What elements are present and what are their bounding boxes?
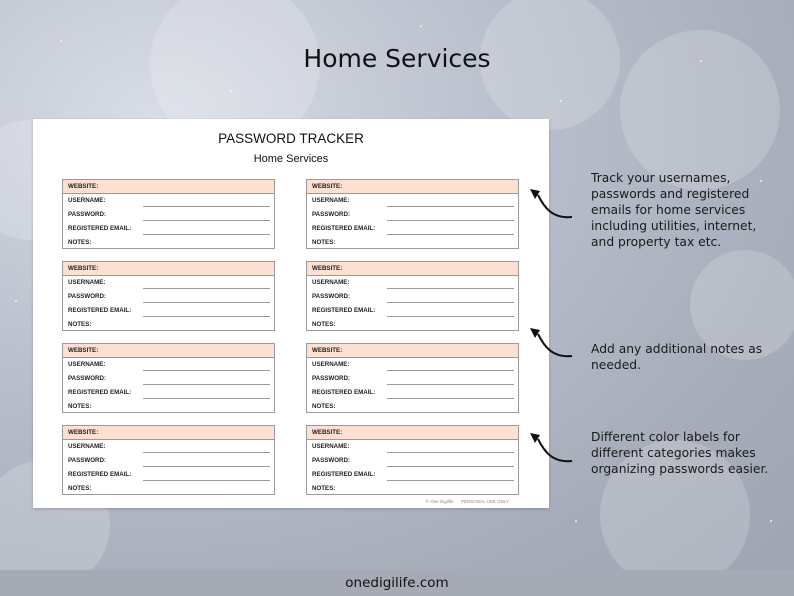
password-entry-card	[306, 261, 519, 331]
callout-track-usernames: Track your usernames, passwords and registered emails for home services including utilities, internet, and property tax etc.	[591, 171, 757, 249]
sheet-title: PASSWORD TRACKER	[218, 131, 364, 146]
field-label: WEBSITE:	[68, 265, 99, 272]
sheet-footer	[426, 499, 509, 504]
field-label: REGISTERED EMAIL:	[312, 389, 376, 396]
write-line	[387, 384, 514, 385]
field-label: WEBSITE:	[312, 183, 343, 190]
field-label: PASSWORD:	[312, 457, 351, 464]
field-label: REGISTERED EMAIL:	[68, 307, 132, 314]
write-line	[387, 398, 514, 399]
field-password	[307, 290, 518, 304]
field-username	[307, 276, 518, 290]
write-line	[387, 316, 514, 317]
field-username	[63, 440, 274, 454]
field-website	[307, 344, 518, 358]
field-label: PASSWORD:	[68, 375, 107, 382]
sheet-footer-note: PERSONAL USE ONLY	[460, 499, 509, 504]
field-password	[307, 372, 518, 386]
field-label: REGISTERED EMAIL:	[68, 225, 132, 232]
write-line	[143, 206, 270, 207]
page-headline: Home Services	[303, 44, 491, 73]
write-line	[143, 452, 270, 453]
sheet-footer-brand: © One Digilife	[425, 499, 454, 504]
field-label: PASSWORD:	[312, 211, 351, 218]
field-password	[307, 208, 518, 222]
field-label: PASSWORD:	[68, 211, 107, 218]
field-label: NOTES:	[312, 485, 336, 492]
write-line	[387, 452, 514, 453]
field-label: WEBSITE:	[68, 183, 99, 190]
write-line	[387, 288, 514, 289]
field-label: REGISTERED EMAIL:	[68, 389, 132, 396]
write-line	[143, 384, 270, 385]
field-website	[63, 344, 274, 358]
field-registered-email	[63, 468, 274, 482]
curved-arrow-icon	[522, 183, 577, 225]
sheet-subtitle: Home Services	[253, 153, 329, 165]
password-entry-card	[62, 343, 275, 413]
field-notes	[307, 400, 518, 414]
footer-site: onedigilife.com	[345, 575, 449, 591]
password-entry-card	[62, 179, 275, 249]
callout-color-labels: Different color labels for different categories makes organizing passwords easier.	[591, 430, 769, 476]
field-label: USERNAME:	[68, 443, 106, 450]
field-notes	[63, 400, 274, 414]
field-label: PASSWORD:	[312, 375, 351, 382]
field-label: NOTES:	[312, 239, 336, 246]
field-registered-email	[307, 222, 518, 236]
field-label: PASSWORD:	[312, 293, 351, 300]
field-label: USERNAME:	[312, 361, 350, 368]
field-username	[63, 276, 274, 290]
password-entry-card	[62, 425, 275, 495]
write-line	[143, 302, 270, 303]
field-label: REGISTERED EMAIL:	[312, 471, 376, 478]
field-notes	[63, 236, 274, 250]
write-line	[143, 480, 270, 481]
field-notes	[63, 482, 274, 496]
field-password	[63, 208, 274, 222]
write-line	[143, 398, 270, 399]
field-notes	[307, 236, 518, 250]
footer-bar	[0, 570, 794, 596]
field-label: USERNAME:	[312, 197, 350, 204]
field-label: PASSWORD:	[68, 457, 107, 464]
field-label: REGISTERED EMAIL:	[312, 225, 376, 232]
field-password	[63, 454, 274, 468]
field-label: USERNAME:	[68, 197, 106, 204]
password-entry-card	[306, 343, 519, 413]
field-username	[63, 358, 274, 372]
write-line	[387, 302, 514, 303]
field-website	[307, 262, 518, 276]
field-registered-email	[63, 222, 274, 236]
field-registered-email	[307, 468, 518, 482]
write-line	[387, 234, 514, 235]
write-line	[387, 466, 514, 467]
write-line	[387, 206, 514, 207]
field-label: NOTES:	[68, 403, 92, 410]
field-label: WEBSITE:	[312, 429, 343, 436]
field-website	[307, 180, 518, 194]
write-line	[387, 480, 514, 481]
field-label: NOTES:	[68, 485, 92, 492]
password-entry-card	[62, 261, 275, 331]
field-username	[307, 358, 518, 372]
field-label: NOTES:	[68, 239, 92, 246]
field-label: NOTES:	[312, 321, 336, 328]
field-label: NOTES:	[312, 403, 336, 410]
field-website	[63, 180, 274, 194]
write-line	[387, 220, 514, 221]
field-label: WEBSITE:	[312, 347, 343, 354]
write-line	[143, 234, 270, 235]
field-label: USERNAME:	[68, 361, 106, 368]
field-username	[63, 194, 274, 208]
write-line	[143, 370, 270, 371]
field-username	[307, 194, 518, 208]
field-website	[63, 262, 274, 276]
field-registered-email	[63, 386, 274, 400]
write-line	[143, 220, 270, 221]
field-label: USERNAME:	[312, 443, 350, 450]
password-entry-card	[306, 425, 519, 495]
field-password	[63, 290, 274, 304]
field-label: PASSWORD:	[68, 293, 107, 300]
field-registered-email	[307, 386, 518, 400]
write-line	[143, 316, 270, 317]
field-label: NOTES:	[68, 321, 92, 328]
write-line	[143, 288, 270, 289]
field-label: USERNAME:	[68, 279, 106, 286]
field-label: USERNAME:	[312, 279, 350, 286]
password-entry-card	[306, 179, 519, 249]
field-notes	[307, 482, 518, 496]
field-label: WEBSITE:	[312, 265, 343, 272]
field-label: REGISTERED EMAIL:	[312, 307, 376, 314]
field-password	[307, 454, 518, 468]
field-notes	[63, 318, 274, 332]
field-registered-email	[307, 304, 518, 318]
write-line	[387, 370, 514, 371]
field-password	[63, 372, 274, 386]
callout-additional-notes: Add any additional notes as needed.	[591, 342, 763, 372]
field-website	[307, 426, 518, 440]
field-label: WEBSITE:	[68, 429, 99, 436]
password-tracker-sheet	[33, 119, 549, 508]
field-website	[63, 426, 274, 440]
field-username	[307, 440, 518, 454]
field-notes	[307, 318, 518, 332]
write-line	[143, 466, 270, 467]
curved-arrow-icon	[522, 322, 577, 364]
curved-arrow-icon	[522, 427, 577, 469]
field-label: WEBSITE:	[68, 347, 99, 354]
field-label: REGISTERED EMAIL:	[68, 471, 132, 478]
field-registered-email	[63, 304, 274, 318]
